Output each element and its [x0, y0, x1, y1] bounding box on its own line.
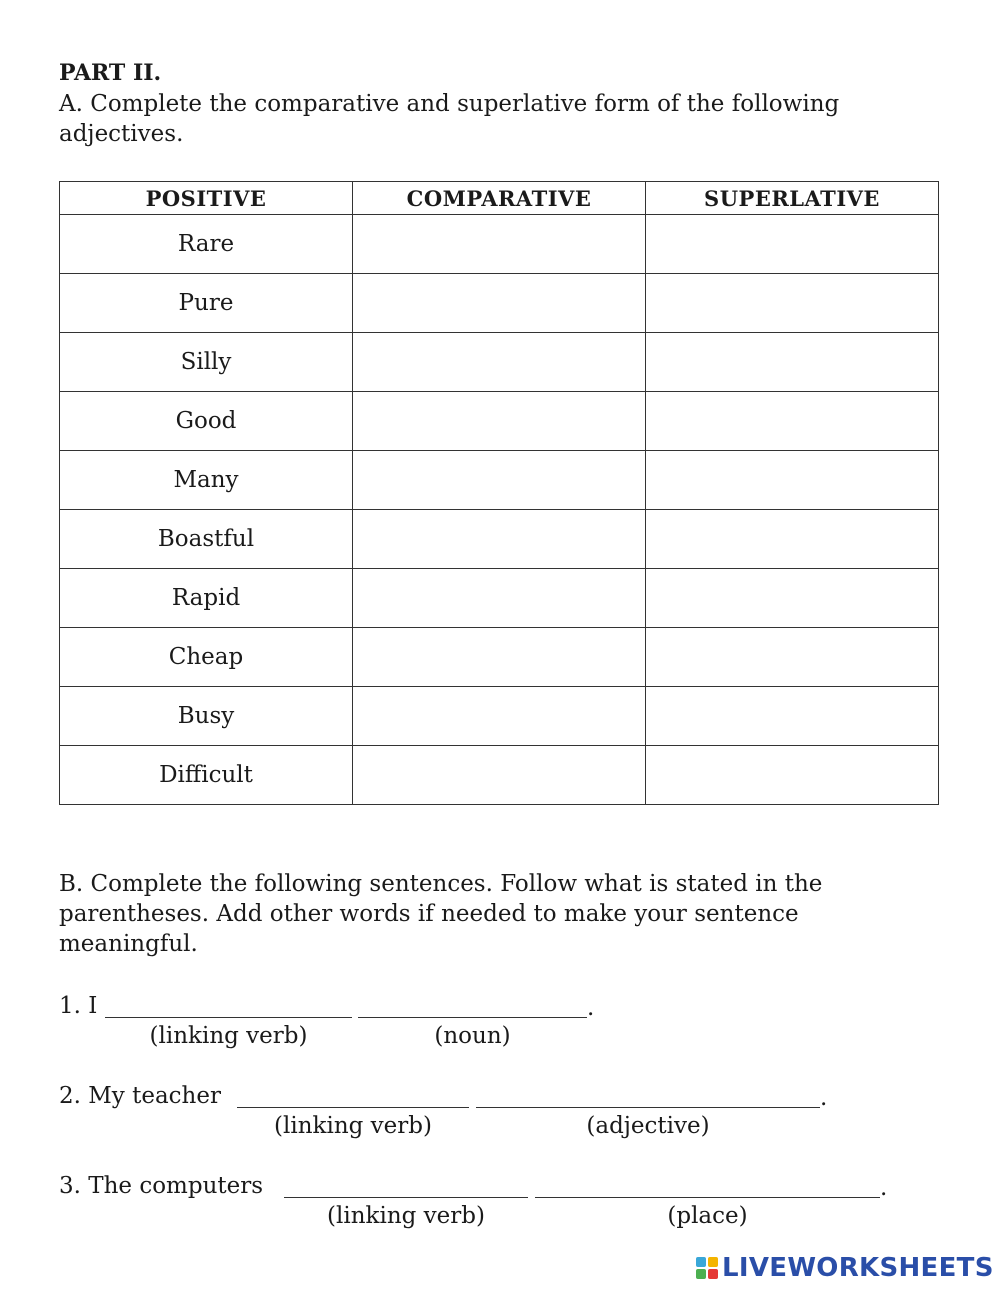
logo-tile-icon [696, 1257, 706, 1267]
table-row [60, 628, 939, 687]
table-row [60, 274, 939, 333]
comparative-answer-cell[interactable] [353, 687, 646, 746]
sentence-1-prefix: 1. I [59, 993, 98, 1019]
superlative-answer-cell[interactable] [646, 510, 939, 569]
superlative-answer-cell[interactable] [646, 746, 939, 805]
positive-cell: Busy [60, 687, 353, 746]
comparative-answer-cell[interactable] [353, 569, 646, 628]
logo-tiles-icon [696, 1257, 718, 1279]
sentence-3-hint-linking-verb: (linking verb) [327, 1203, 485, 1229]
positive-cell: Rapid [60, 569, 353, 628]
sentence-2-hint-linking-verb: (linking verb) [274, 1113, 432, 1139]
superlative-answer-cell[interactable] [646, 569, 939, 628]
positive-cell: Silly [60, 333, 353, 392]
superlative-answer-cell[interactable] [646, 333, 939, 392]
sentence-2-period: . [820, 1085, 828, 1111]
sentence-3-prefix: 3. The computers [59, 1173, 264, 1199]
sentence-1-hint-noun: (noun) [434, 1023, 511, 1049]
comparative-answer-cell[interactable] [353, 215, 646, 274]
table-row [60, 746, 939, 805]
table-row [60, 392, 939, 451]
comparative-answer-cell[interactable] [353, 392, 646, 451]
sentence-1-noun-blank[interactable] [358, 1017, 587, 1018]
part-title: PART II. [59, 60, 162, 86]
positive-cell: Rare [60, 215, 353, 274]
logo-tile-icon [708, 1257, 718, 1267]
logo-tile-icon [696, 1269, 706, 1279]
superlative-answer-cell[interactable] [646, 628, 939, 687]
positive-cell: Good [60, 392, 353, 451]
table-row [60, 569, 939, 628]
sentence-3-linking-verb-blank[interactable] [284, 1197, 528, 1198]
sentence-3-place-blank[interactable] [535, 1197, 880, 1198]
sentence-1-linking-verb-blank[interactable] [105, 1017, 352, 1018]
comparative-answer-cell[interactable] [353, 451, 646, 510]
liveworksheets-logo [696, 1253, 994, 1283]
sentence-2-adjective-blank[interactable] [476, 1107, 820, 1108]
header-superlative: SUPERLATIVE [646, 182, 939, 215]
sentence-3-hint-place: (place) [667, 1203, 748, 1229]
comparative-answer-cell[interactable] [353, 510, 646, 569]
instruction-a: A. Complete the comparative and superlative form of the following adjectives. [59, 91, 840, 147]
sentence-1-period: . [587, 995, 595, 1021]
comparative-answer-cell[interactable] [353, 628, 646, 687]
sentence-1-hint-linking-verb: (linking verb) [149, 1023, 308, 1049]
superlative-answer-cell[interactable] [646, 274, 939, 333]
positive-cell: Cheap [60, 628, 353, 687]
table-body [60, 215, 939, 805]
superlative-answer-cell[interactable] [646, 687, 939, 746]
sentence-2-prefix: 2. My teacher [59, 1083, 221, 1109]
table-row [60, 687, 939, 746]
table-row [60, 510, 939, 569]
instruction-b: B. Complete the following sentences. Follow what is stated in the parentheses. Add other words if needed to make your sentence meaningful. [59, 871, 823, 957]
table-row [60, 333, 939, 392]
positive-cell: Boastful [60, 510, 353, 569]
comparative-answer-cell[interactable] [353, 274, 646, 333]
header-comparative: COMPARATIVE [353, 182, 646, 215]
table-row [60, 215, 939, 274]
adjective-table [59, 181, 939, 805]
header-positive: POSITIVE [60, 182, 353, 215]
table-row [60, 451, 939, 510]
positive-cell: Many [60, 451, 353, 510]
positive-cell: Difficult [60, 746, 353, 805]
superlative-answer-cell[interactable] [646, 215, 939, 274]
sentence-2-hint-adjective: (adjective) [586, 1113, 710, 1139]
logo-text: LIVEWORKSHEETS [722, 1253, 994, 1283]
sentence-3-period: . [880, 1175, 888, 1201]
logo-tile-icon [708, 1269, 718, 1279]
table-header-row [60, 182, 939, 215]
positive-cell: Pure [60, 274, 353, 333]
sentence-2-linking-verb-blank[interactable] [237, 1107, 469, 1108]
superlative-answer-cell[interactable] [646, 392, 939, 451]
superlative-answer-cell[interactable] [646, 451, 939, 510]
comparative-answer-cell[interactable] [353, 333, 646, 392]
comparative-answer-cell[interactable] [353, 746, 646, 805]
